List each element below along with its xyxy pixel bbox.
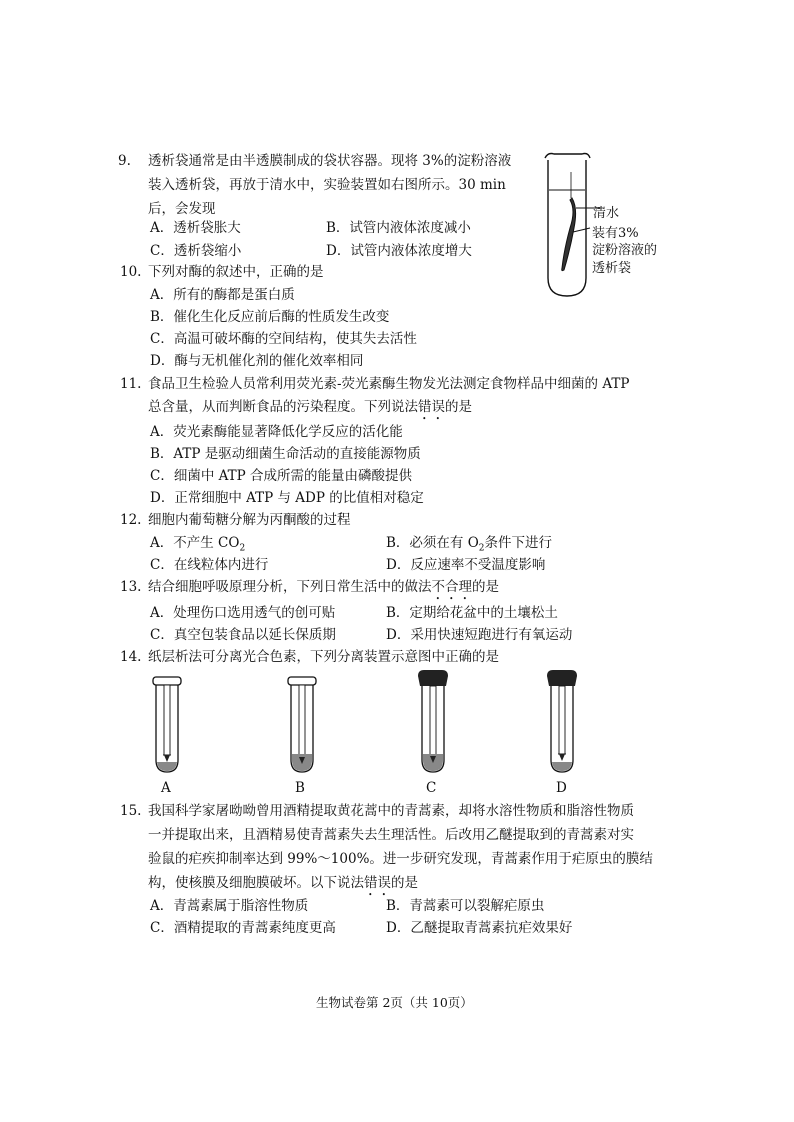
option-c: C．高温可破坏酶的空间结构，使其失去活性 (150, 331, 417, 347)
figure-label-bag: 淀粉溶液的 (592, 243, 658, 258)
emphasis-text: 错误 (418, 399, 445, 415)
option-b: B．催化生化反应前后酶的性质发生改变 (150, 309, 390, 325)
page-footer: 生物试卷第 2页（共 10页） (316, 995, 473, 1010)
stem-tail: 的是 (445, 399, 472, 415)
question-number: 13. (120, 579, 142, 595)
emphasis-text: 错误 (364, 875, 391, 891)
option-a: A．所有的酶都是蛋白质 (150, 287, 295, 303)
tube-label-d: D (556, 780, 567, 796)
chromatography-tube-d (545, 668, 579, 776)
question-stem-line: 透析袋通常是由半透膜制成的袋状容器。现将 3%的淀粉溶液 (148, 153, 512, 169)
option-text: A．不产生 CO (150, 535, 240, 551)
tube-label-a: A (161, 780, 171, 796)
question-stem-line: 食品卫生检验人员常利用荧光素-荧光素酶生物发光法测定食物样品中细菌的 ATP (148, 376, 630, 392)
option-d: D．反应速率不受温度影响 (386, 557, 546, 573)
question-stem-line: 细胞内葡萄糖分解为丙酮酸的过程 (148, 512, 351, 528)
chromatography-tube-c (416, 668, 450, 776)
question-stem-line: 装入透析袋，再放于清水中，实验装置如右图所示。30 min (148, 177, 506, 193)
question-stem-line: 验鼠的疟疾抑制率达到 99%～100%。进一步研究发现，青蒿素作用于疟原虫的膜结 (148, 851, 653, 867)
question-stem-line: 后，会发现 (148, 201, 216, 217)
figure-label-water: 清水 (593, 206, 620, 221)
tube-label-c: C (426, 780, 437, 796)
option-c: C．真空包装食品以延长保质期 (150, 627, 336, 643)
stem-tail: 的是 (391, 875, 418, 891)
option-text-tail: 条件下进行 (484, 535, 553, 551)
option-d: D．乙醚提取青蒿素抗疟效果好 (386, 920, 573, 936)
option-a: A．透析袋胀大 (150, 220, 241, 236)
option-d: D．酶与无机催化剂的催化效率相同 (150, 353, 364, 369)
stem-text: 总含量，从而判断食品的污染程度。下列说法 (148, 399, 418, 415)
chromatography-tube-a (150, 674, 184, 776)
subscript: 2 (239, 543, 246, 554)
question-number: 12. (120, 512, 142, 528)
question-stem-line: 一并提取出来，且酒精易使青蒿素失去生理活性。后改用乙醚提取到的青蒿素对实 (148, 827, 634, 843)
figure-label-bag: 装有3% (592, 226, 639, 241)
figure-label-bag: 透析袋 (592, 261, 632, 276)
option-d: D．采用快速短跑进行有氧运动 (386, 627, 573, 643)
chromatography-tube-b (285, 674, 319, 776)
option-c: C．细菌中 ATP 合成所需的能量由磷酸提供 (150, 468, 413, 484)
option-d: D．试管内液体浓度增大 (326, 243, 472, 259)
option-b: B．ATP 是驱动细菌生命活动的直接能源物质 (150, 446, 421, 462)
option-d: D．正常细胞中 ATP 与 ADP 的比值相对稳定 (150, 490, 424, 506)
option-a: A．荧光素酶能显著降低化学反应的活化能 (150, 424, 403, 440)
stem-text: 结合细胞呼吸原理分析，下列日常生活中的做法 (148, 579, 432, 595)
tube-label-b: B (295, 780, 305, 796)
option-text: B．必须在有 O (386, 535, 479, 551)
question-number: 15. (120, 803, 142, 819)
question-number: 14. (120, 649, 142, 665)
option-b: B．青蒿素可以裂解疟原虫 (386, 898, 545, 914)
question-stem-line: 我国科学家屠呦呦曾用酒精提取黄花蒿中的青蒿素，却将水溶性物质和脂溶性物质 (148, 803, 634, 819)
question-stem-line: 纸层析法可分离光合色素，下列分离装置示意图中正确的是 (148, 649, 499, 665)
option-b: B．试管内液体浓度减小 (326, 220, 471, 236)
question-number: 9. (118, 153, 131, 169)
option-a: A．青蒿素属于脂溶性物质 (150, 898, 309, 914)
option-b (386, 533, 552, 553)
option-a: A．处理伤口选用透气的创可贴 (150, 605, 336, 621)
question-number: 11. (120, 376, 142, 392)
option-b: B．定期给花盆中的土壤松土 (386, 605, 558, 621)
option-a (150, 533, 245, 553)
emphasis-text: 不合理 (431, 579, 472, 595)
stem-text: 构，使核膜及细胞膜破坏。以下说法 (148, 875, 364, 891)
question-stem-line (148, 397, 472, 417)
question-stem-line (148, 873, 418, 893)
option-c: C．酒精提取的青蒿素纯度更高 (150, 920, 336, 936)
subscript: 2 (478, 543, 485, 554)
option-c: C．透析袋缩小 (150, 243, 242, 259)
stem-tail: 的是 (472, 579, 499, 595)
option-c: C．在线粒体内进行 (150, 557, 269, 573)
question-stem-line: 下列对酶的叙述中，正确的是 (148, 264, 324, 280)
question-number: 10. (120, 264, 142, 280)
question-stem-line (148, 577, 499, 597)
